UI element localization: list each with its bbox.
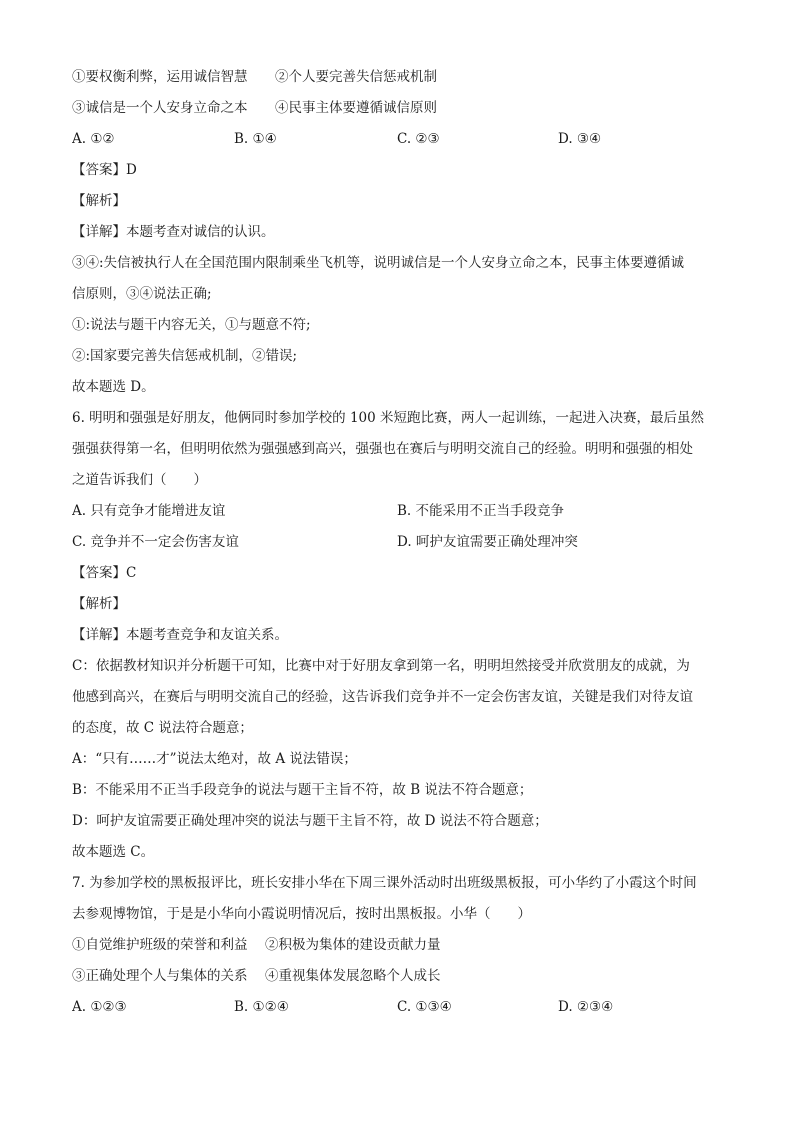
q6-option-c: C. 竞争并不一定会伤害友谊 xyxy=(72,534,239,550)
q6-options-row-1 xyxy=(72,496,732,527)
q7-option-d: D. ②③④ xyxy=(558,999,614,1015)
q5-statements-row-2 xyxy=(72,93,732,124)
q6-explain-d: D：呵护友谊需要正确处理冲突的说法与题干主旨不符，故 D 说法不符合题意； xyxy=(72,813,548,829)
q5-option-d: D. ③④ xyxy=(558,131,602,147)
q6-explain-c-3: 的态度，故 C 说法符合题意； xyxy=(72,720,253,736)
q5-statement-1: ①要权衡利弊，运用诚信智慧 xyxy=(72,69,248,85)
q5-option-a: A. ①② xyxy=(72,131,115,147)
detail-label: 【详解】 xyxy=(72,224,126,240)
q6-option-d: D. 呵护友谊需要正确处理冲突 xyxy=(397,534,578,550)
q6-explain-c-1: C：依据教材知识并分析题干可知，比赛中对于好朋友拿到第一名，明明坦然接受并欣赏朋友的成就，为 xyxy=(72,658,690,674)
q6-explain-b: B：不能采用不正当手段竞争的说法与题干主旨不符，故 B 说法不符合题意； xyxy=(72,782,533,798)
q5-para-2: ①:说法与题干内容无关，①与题意不符; xyxy=(72,317,311,333)
q5-para-1a: ③④:失信被执行人在全国范围内限制乘坐飞机等，说明诚信是一个人安身立命之本，民事主体要遵循诚 xyxy=(72,255,685,271)
q7-stem-line-2: 去参观博物馆，于是是小华向小霞说明情况后，按时出黑板报。小华（ ） xyxy=(72,906,531,922)
q6-stem-line-1: 6. 明明和强强是好朋友，他俩同时参加学校的 100 米短跑比赛，两人一起训练，一起进入决赛，最后虽然 xyxy=(72,410,705,426)
q7-options xyxy=(72,992,732,1023)
detail-text: 本题考查竞争和友谊关系。 xyxy=(126,627,288,643)
answer-label: 【答案】 xyxy=(72,565,126,581)
q5-statement-2: ②个人要完善失信惩戒机制 xyxy=(275,69,437,85)
q7-statements-row-2 xyxy=(72,961,732,992)
q7-statement-4: ④重视集体发展忽略个人成长 xyxy=(265,968,441,984)
q6-stem-line-3: 之道告诉我们（ ） xyxy=(72,472,207,488)
q5-statement-3: ③诚信是一个人安身立命之本 xyxy=(72,100,248,116)
q5-answer xyxy=(72,155,732,186)
q7-stem-line-1: 7. 为参加学校的黑板报评比，班长安排小华在下周三课外活动时出班级黑板报，可小华约了小霞这个时间 xyxy=(72,875,697,891)
answer-value: D xyxy=(126,162,137,178)
q6-option-a: A. 只有竞争才能增进友谊 xyxy=(72,503,226,519)
q6-conclusion: 故本题选 C。 xyxy=(72,844,155,860)
q5-option-b: B. ①④ xyxy=(234,131,277,147)
q6-options-row-2 xyxy=(72,527,732,558)
q6-explain-c-2: 他感到高兴，在赛后与明明交流自己的经验，这告诉我们竞争并不一定会伤害友谊，关键是我们对待友谊 xyxy=(72,689,693,705)
q7-statement-2: ②积极为集体的建设贡献力量 xyxy=(265,937,441,953)
answer-label: 【答案】 xyxy=(72,162,126,178)
q5-analysis-label: 【解析】 xyxy=(72,193,126,209)
q5-para-1b: 信原则，③④说法正确; xyxy=(72,286,212,302)
answer-value: C xyxy=(126,565,137,581)
q5-statements-row-1 xyxy=(72,62,732,93)
q5-detail xyxy=(72,217,732,248)
q7-option-b: B. ①②④ xyxy=(234,999,289,1015)
q5-option-c: C. ②③ xyxy=(397,131,440,147)
detail-label: 【详解】 xyxy=(72,627,126,643)
q7-option-a: A. ①②③ xyxy=(72,999,127,1015)
q6-explain-a: A：“只有……才”说法太绝对，故 A 说法错误； xyxy=(72,751,357,767)
q5-para-3: ②:国家要完善失信惩戒机制，②错误; xyxy=(72,348,298,364)
q7-option-c: C. ①③④ xyxy=(397,999,452,1015)
q6-answer xyxy=(72,558,732,589)
q7-statement-3: ③正确处理个人与集体的关系 xyxy=(72,968,248,984)
q6-detail xyxy=(72,620,732,651)
q5-options xyxy=(72,124,732,155)
q5-conclusion: 故本题选 D。 xyxy=(72,379,155,395)
q6-stem-line-2: 强强获得第一名，但明明依然为强强感到高兴，强强也在赛后与明明交流自己的经验。明明和强强的相处 xyxy=(72,441,693,457)
detail-text: 本题考查对诚信的认识。 xyxy=(126,224,275,240)
q6-analysis-label: 【解析】 xyxy=(72,596,126,612)
q5-statement-4: ④民事主体要遵循诚信原则 xyxy=(275,100,437,116)
q7-statement-1: ①自觉维护班级的荣誉和利益 xyxy=(72,937,248,953)
q6-option-b: B. 不能采用不正当手段竞争 xyxy=(397,503,565,519)
document-page xyxy=(72,62,732,1023)
q7-statements-row-1 xyxy=(72,930,732,961)
